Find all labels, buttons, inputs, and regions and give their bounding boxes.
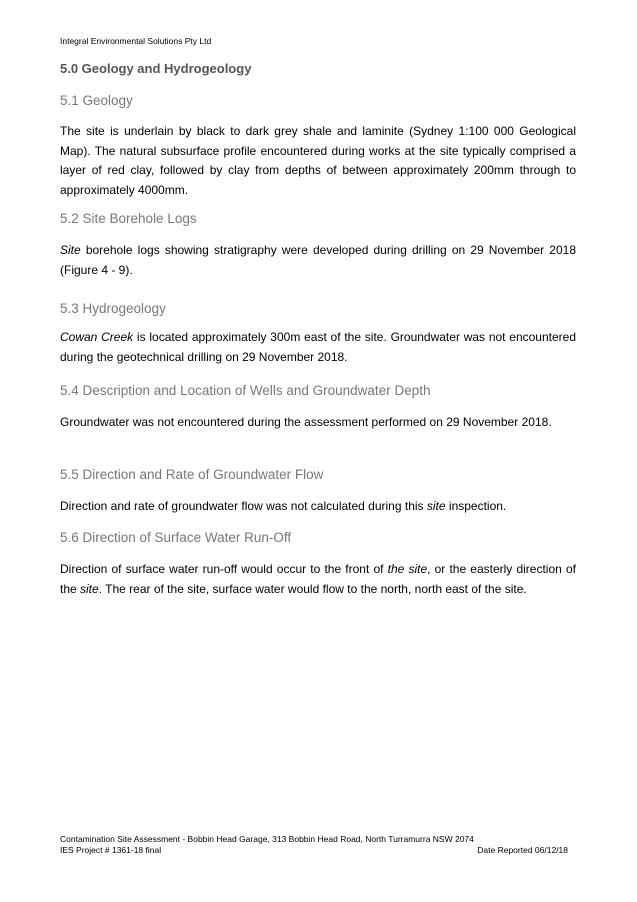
page-footer (60, 834, 568, 856)
italic-site: site (426, 499, 446, 513)
italic-site: Site (60, 243, 81, 257)
paragraph-site-borehole-logs (60, 241, 576, 280)
italic-site: site (80, 581, 99, 596)
heading-geology: 5.1 Geology (60, 93, 133, 108)
paragraph-geology: The site is underlain by black to dark grey shale and laminite (Sydney 1:100 000 Geological Map). The natural subsurface profile encountered during works at the site typically comprised a layer of red clay, followed by clay from depths of between approximately 200mm through to approximately 4000mm. (60, 124, 576, 197)
heading-groundwater-flow: 5.5 Direction and Rate of Groundwater Flow (60, 467, 324, 482)
paragraph-wells-groundwater-depth: Groundwater was not encountered during the assessment performed on 29 November 2018. (60, 415, 552, 429)
footer-row (60, 845, 568, 856)
paragraph-groundwater-flow (60, 497, 576, 517)
footer-project-number: IES Project # 1361-18 final (60, 845, 162, 855)
paragraph-text: inspection. (445, 499, 507, 513)
page-header-company: Integral Environmental Solutions Pty Ltd (60, 36, 212, 46)
footer-date-reported: Date Reported 06/12/18 (477, 845, 568, 855)
heading-hydrogeology: 5.3 Hydrogeology (60, 301, 166, 316)
heading-site-borehole-logs: 5.2 Site Borehole Logs (60, 211, 197, 226)
section-title: 5.0 Geology and Hydrogeology (60, 61, 252, 76)
heading-surface-water-runoff: 5.6 Direction of Surface Water Run-Off (60, 530, 292, 545)
italic-cowan-creek: Cowan Creek (60, 330, 134, 344)
paragraph-surface-water-runoff (60, 560, 576, 599)
paragraph-hydrogeology (60, 328, 576, 367)
heading-wells-groundwater-depth: 5.4 Description and Location of Wells and Groundwater Depth (60, 383, 431, 398)
footer-report-title: Contamination Site Assessment - Bobbin Head Garage, 313 Bobbin Head Road, North Turramurra NSW 2074 (60, 834, 474, 844)
paragraph-text: Direction and rate of groundwater flow was not calculated during this (60, 499, 427, 513)
paragraph-text: , or the easterly direction of the (60, 562, 576, 596)
paragraph-text: Direction of surface water run-off would occur to the front of (60, 562, 388, 576)
paragraph-text: borehole logs showing stratigraphy were developed during drilling on 29 November 2018 (Figure 4 - 9). (60, 243, 576, 277)
paragraph-text: . The rear of the site, surface water would flow to the north, north east of the site. (98, 581, 527, 596)
italic-the-site: the site (387, 562, 428, 576)
paragraph-text: is located approximately 300m east of the site. Groundwater was not encountered during the geotechnical drilling on 29 November 2018. (60, 330, 576, 364)
